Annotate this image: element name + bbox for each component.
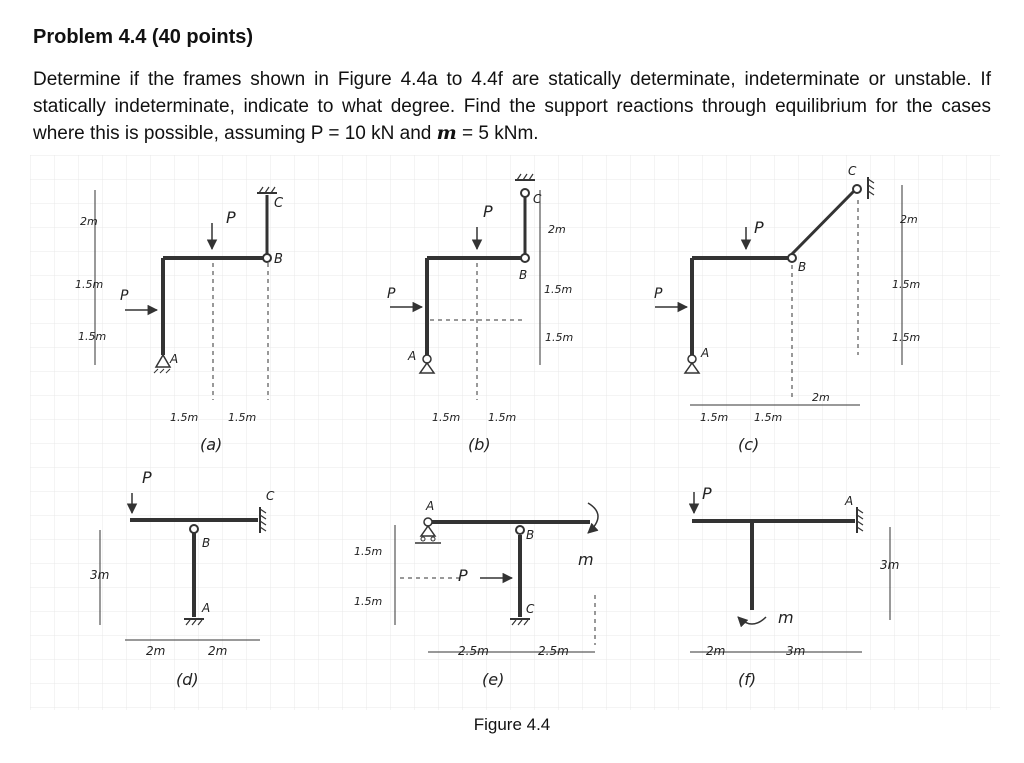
frame-c-dim-h2: 1.5m: [754, 411, 783, 424]
frame-b-label-b: B: [519, 268, 528, 282]
frame-a-dim-v2: 1.5m: [75, 278, 104, 291]
frame-c-label-b: B: [798, 260, 807, 274]
frame-a-dim-h1: 1.5m: [170, 411, 199, 424]
frame-e-dim-h1: 2.5m: [458, 644, 489, 658]
frame-c-label-a: A: [701, 346, 710, 360]
frame-b-caption: (b): [468, 435, 491, 454]
frame-e-dim-h2: 2.5m: [538, 644, 569, 658]
frame-b-label-c: C: [533, 192, 542, 206]
frame-d-label-b: B: [202, 536, 211, 550]
frame-e-label-b: B: [526, 528, 535, 542]
frame-a-label-b: B: [274, 252, 283, 267]
frame-d-dim-h1: 2m: [146, 644, 166, 658]
frame-d-dim-h2: 2m: [208, 644, 228, 658]
frame-b-dim-h2: 1.5m: [488, 411, 517, 424]
frame-e-label-c: C: [526, 602, 535, 616]
frame-a-caption: (a): [200, 435, 223, 454]
frame-c-caption: (c): [738, 435, 760, 454]
frame-b-side-load-label: P: [387, 286, 396, 302]
statement-text-end: = 5 kNm.: [456, 123, 539, 144]
frame-e-load-label: P: [458, 566, 468, 585]
frame-d-label-c: C: [266, 489, 275, 503]
frame-a-side-load-label: P: [120, 288, 129, 304]
frame-c-dim-h1: 1.5m: [700, 411, 729, 424]
frame-b-pin-c: [521, 189, 529, 197]
grid-paper: [30, 155, 1000, 710]
frame-e-dim-v2: 1.5m: [354, 595, 383, 608]
frame-f-dim-h1: 2m: [706, 644, 726, 658]
frame-b-dim-v3: 1.5m: [545, 331, 574, 344]
frame-f-caption: (f): [738, 670, 757, 689]
frame-d-caption: (d): [176, 670, 199, 689]
frame-c-hinge-b: [788, 254, 796, 262]
frame-a-label-c: C: [274, 196, 284, 211]
problem-statement: [33, 66, 991, 147]
frame-c-dim-h3: 2m: [812, 391, 830, 404]
frame-b-dim-v1: 2m: [548, 223, 566, 236]
frame-c-dim-v3: 1.5m: [892, 331, 921, 344]
frame-f-dim-v1: 3m: [880, 558, 900, 572]
frame-c-dim-v2: 1.5m: [892, 278, 921, 291]
frame-b-load-label: P: [483, 202, 493, 221]
frame-d-load-label: P: [142, 468, 152, 487]
frame-e-caption: (e): [482, 670, 505, 689]
frame-c-dim-v1: 2m: [900, 213, 918, 226]
figure-caption: Figure 4.4: [473, 715, 551, 734]
figure-4-4: [30, 155, 1000, 710]
frame-a-dim-v3: 1.5m: [78, 330, 107, 343]
frame-d-label-a: A: [202, 601, 211, 615]
frame-d-dim-v1: 3m: [90, 568, 110, 582]
frame-b-dim-v2: 1.5m: [544, 283, 573, 296]
frame-f-dim-h2: 3m: [786, 644, 806, 658]
frame-b-dim-h1: 1.5m: [432, 411, 461, 424]
frame-c-side-load-label: P: [654, 286, 663, 302]
frame-b-hinge-b: [521, 254, 529, 262]
problem-title: Problem 4.4 (40 points): [33, 26, 254, 48]
frame-a-dim-v1: 2m: [80, 215, 98, 228]
frame-f-load-label: P: [702, 484, 712, 503]
moment-symbol: m: [436, 122, 457, 144]
frame-c-load-label: P: [754, 218, 764, 237]
frame-a-load-label: P: [226, 208, 236, 227]
frame-f-moment-label: m: [778, 608, 794, 627]
frame-e-label-a: A: [426, 499, 435, 513]
frame-d-hinge-b: [190, 525, 198, 533]
frame-c-pin-c: [853, 185, 861, 193]
frame-a-dim-h2: 1.5m: [228, 411, 257, 424]
frame-a-label-a: A: [170, 352, 179, 366]
frame-e-moment-label: m: [578, 550, 594, 569]
frame-e-hinge-b: [516, 526, 524, 534]
frame-a-hinge-b: [263, 254, 271, 262]
statement-text: Determine if the frames shown in Figure 4.4a to 4.4f are statically determinate, indeterminate or unstable. If statically indeterminate, indicate to what degree. Find the support reactions through equilibrium for the cases where this is possible, assuming P = 10 kN and: [33, 69, 991, 144]
frame-e-dim-v1: 1.5m: [354, 545, 383, 558]
frame-b-label-a: A: [408, 349, 417, 363]
frame-c-label-c: C: [848, 164, 857, 178]
frame-f-label-a: A: [845, 494, 854, 508]
